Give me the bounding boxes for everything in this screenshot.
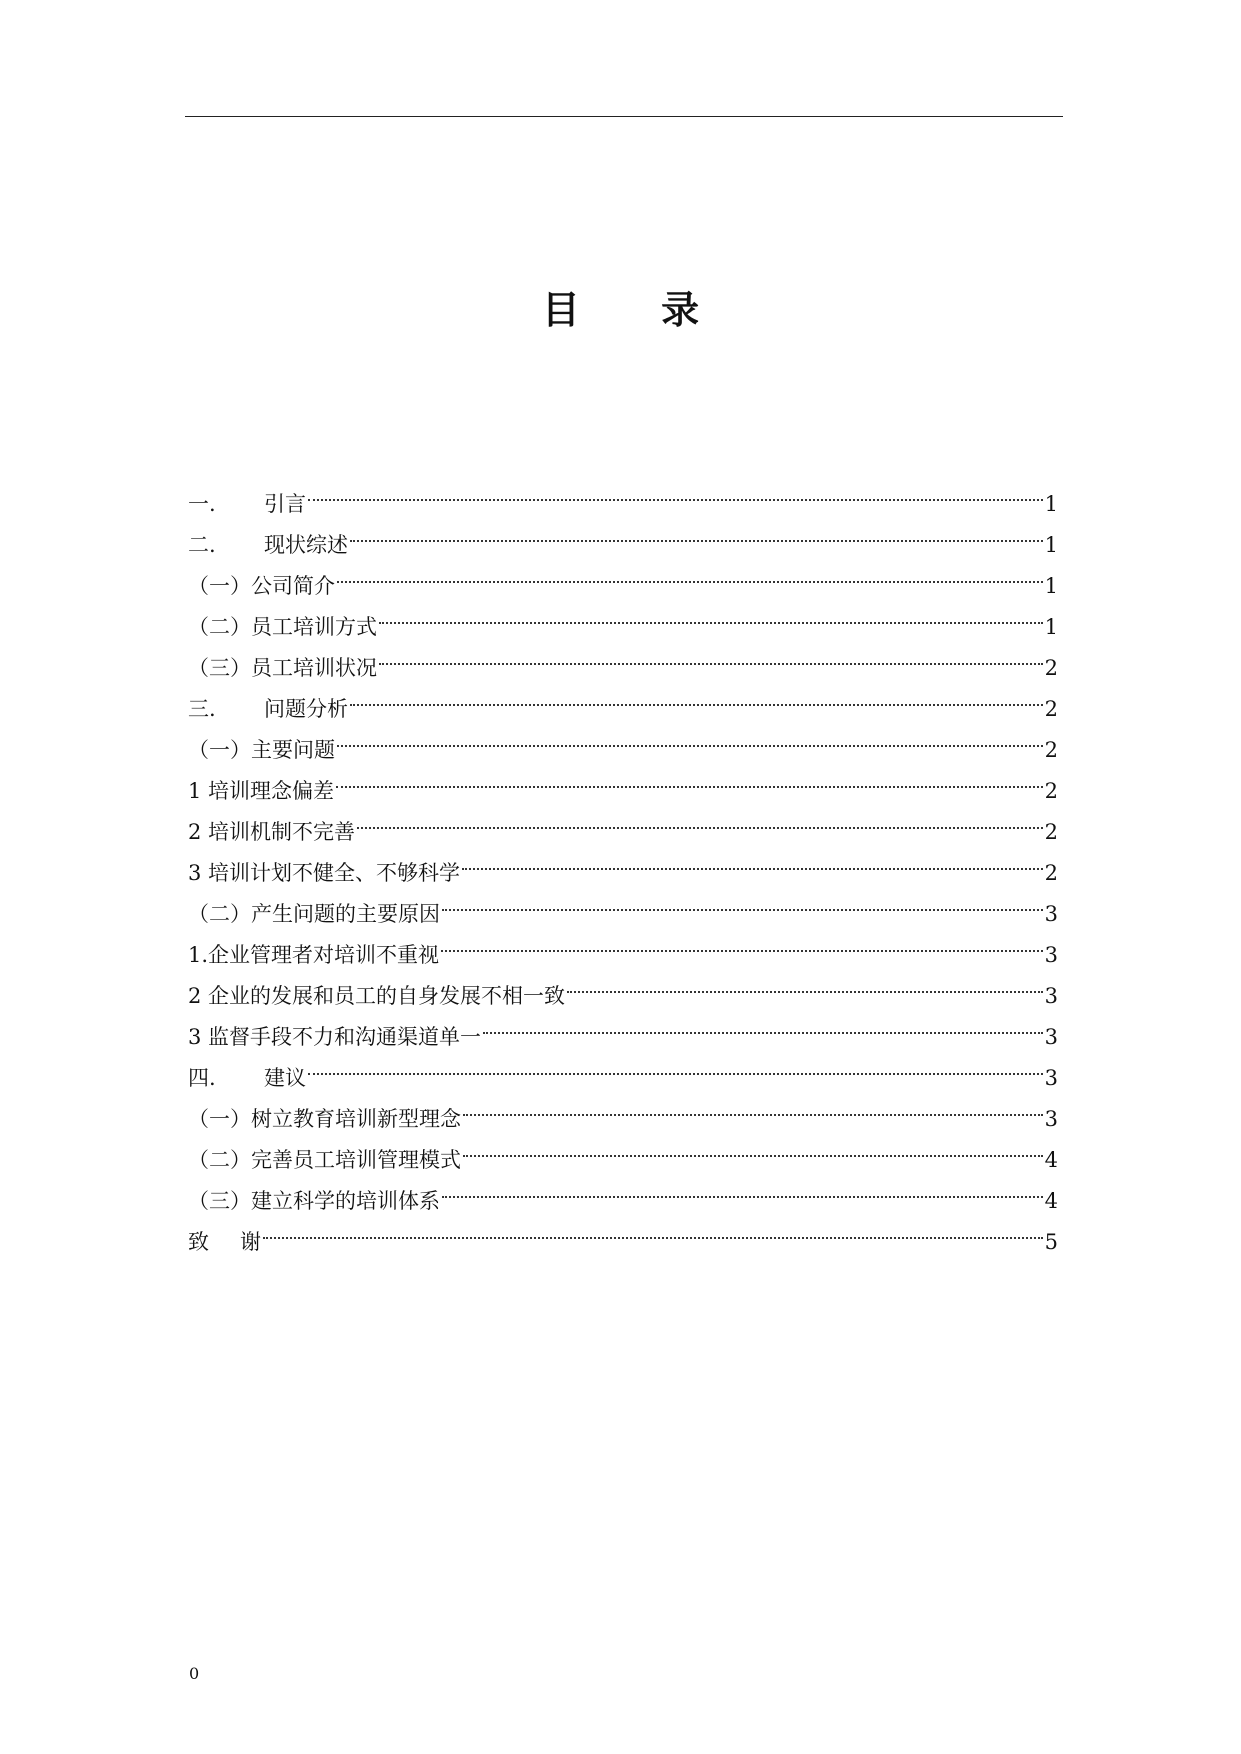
toc-entry-label: （二）员工培训方式 <box>188 615 377 639</box>
toc-entry-page-number: 1 <box>1044 615 1058 639</box>
toc-entry-number: 四. <box>188 1066 216 1090</box>
toc-entry-label: 引言 <box>264 492 306 516</box>
toc-dot-leader <box>463 1085 1043 1126</box>
toc-dot-leader <box>350 511 1043 552</box>
header-rule <box>185 116 1063 117</box>
toc-dot-leader <box>337 552 1043 593</box>
toc-entry-label: （二）产生问题的主要原因 <box>188 902 440 926</box>
toc-entry-page-number: 1 <box>1044 492 1058 516</box>
toc-entry-label: 谢 <box>240 1230 261 1254</box>
toc-entry-label: 1 培训理念偏差 <box>188 779 335 803</box>
toc-entry-label: （一）主要问题 <box>188 738 335 762</box>
toc-dot-leader <box>350 675 1043 716</box>
toc-entry-page-number: 2 <box>1044 738 1058 762</box>
toc-dot-leader <box>441 921 1043 962</box>
toc-entry-page-number: 4 <box>1044 1189 1058 1213</box>
toc-entry-page-number: 3 <box>1044 1107 1058 1131</box>
toc-entry-label: 3 培训计划不健全、不够科学 <box>188 861 461 885</box>
toc-dot-leader <box>263 1208 1043 1249</box>
toc-entry-page-number: 1 <box>1044 574 1058 598</box>
toc-entry-label: 3 监督手段不力和沟通渠道单一 <box>188 1025 482 1049</box>
toc-dot-leader <box>462 839 1043 880</box>
toc-entry-page-number: 3 <box>1044 1025 1058 1049</box>
toc-entry-number: 二. <box>188 533 216 557</box>
toc-dot-leader <box>336 757 1043 798</box>
toc-entry-number: 三. <box>188 697 216 721</box>
toc-entry[interactable] <box>188 511 1058 557</box>
toc-entry-page-number: 5 <box>1044 1230 1058 1254</box>
toc-dot-leader <box>442 1167 1043 1208</box>
toc-entry-label: （三）建立科学的培训体系 <box>188 1189 440 1213</box>
toc-dot-leader <box>379 634 1043 675</box>
toc-entry-page-number: 2 <box>1044 861 1058 885</box>
toc-entry-label: 1.企业管理者对培训不重视 <box>188 943 440 967</box>
toc-entry[interactable] <box>188 1208 1058 1254</box>
toc-entry-label: 建议 <box>264 1066 306 1090</box>
toc-dot-leader <box>357 798 1043 839</box>
toc-dot-leader <box>337 716 1043 757</box>
toc-dot-leader <box>442 880 1043 921</box>
page-title: 目 录 <box>541 288 734 332</box>
toc-entry-label: （一）公司简介 <box>188 574 335 598</box>
toc-entry-label: 2 培训机制不完善 <box>188 820 356 844</box>
toc-entry-number: 一. <box>188 492 216 516</box>
toc-entry-page-number: 4 <box>1044 1148 1058 1172</box>
toc-entry[interactable] <box>188 1085 1058 1131</box>
toc-entry-page-number: 2 <box>1044 779 1058 803</box>
toc-entry-label: （二）完善员工培训管理模式 <box>188 1148 461 1172</box>
toc-dot-leader <box>379 593 1043 634</box>
toc-dot-leader <box>483 1003 1043 1044</box>
toc-entry-page-number: 3 <box>1044 902 1058 926</box>
toc-dot-leader <box>308 470 1043 511</box>
toc-entry-label: （三）员工培训状况 <box>188 656 377 680</box>
toc-entry-page-number: 3 <box>1044 984 1058 1008</box>
toc-entry-page-number: 2 <box>1044 820 1058 844</box>
toc-entry-page-number: 3 <box>1044 1066 1058 1090</box>
toc-entry-page-number: 1 <box>1044 533 1058 557</box>
footer-page-number: 0 <box>189 1664 200 1683</box>
toc-entry-label: （一）树立教育培训新型理念 <box>188 1107 461 1131</box>
toc-dot-leader <box>463 1126 1043 1167</box>
toc-dot-leader <box>567 962 1043 1003</box>
toc-entry-page-number: 2 <box>1044 656 1058 680</box>
toc-entry[interactable] <box>188 470 1058 516</box>
toc-entry-number: 致 <box>188 1230 209 1254</box>
toc-entry-label: 现状综述 <box>264 533 348 557</box>
toc-entry-page-number: 3 <box>1044 943 1058 967</box>
toc-entry-label: 2 企业的发展和员工的自身发展不相一致 <box>188 984 566 1008</box>
toc-entry[interactable] <box>188 1044 1058 1090</box>
toc-dot-leader <box>308 1044 1043 1085</box>
table-of-contents <box>188 470 1058 1254</box>
toc-entry-page-number: 2 <box>1044 697 1058 721</box>
toc-entry-label: 问题分析 <box>264 697 348 721</box>
